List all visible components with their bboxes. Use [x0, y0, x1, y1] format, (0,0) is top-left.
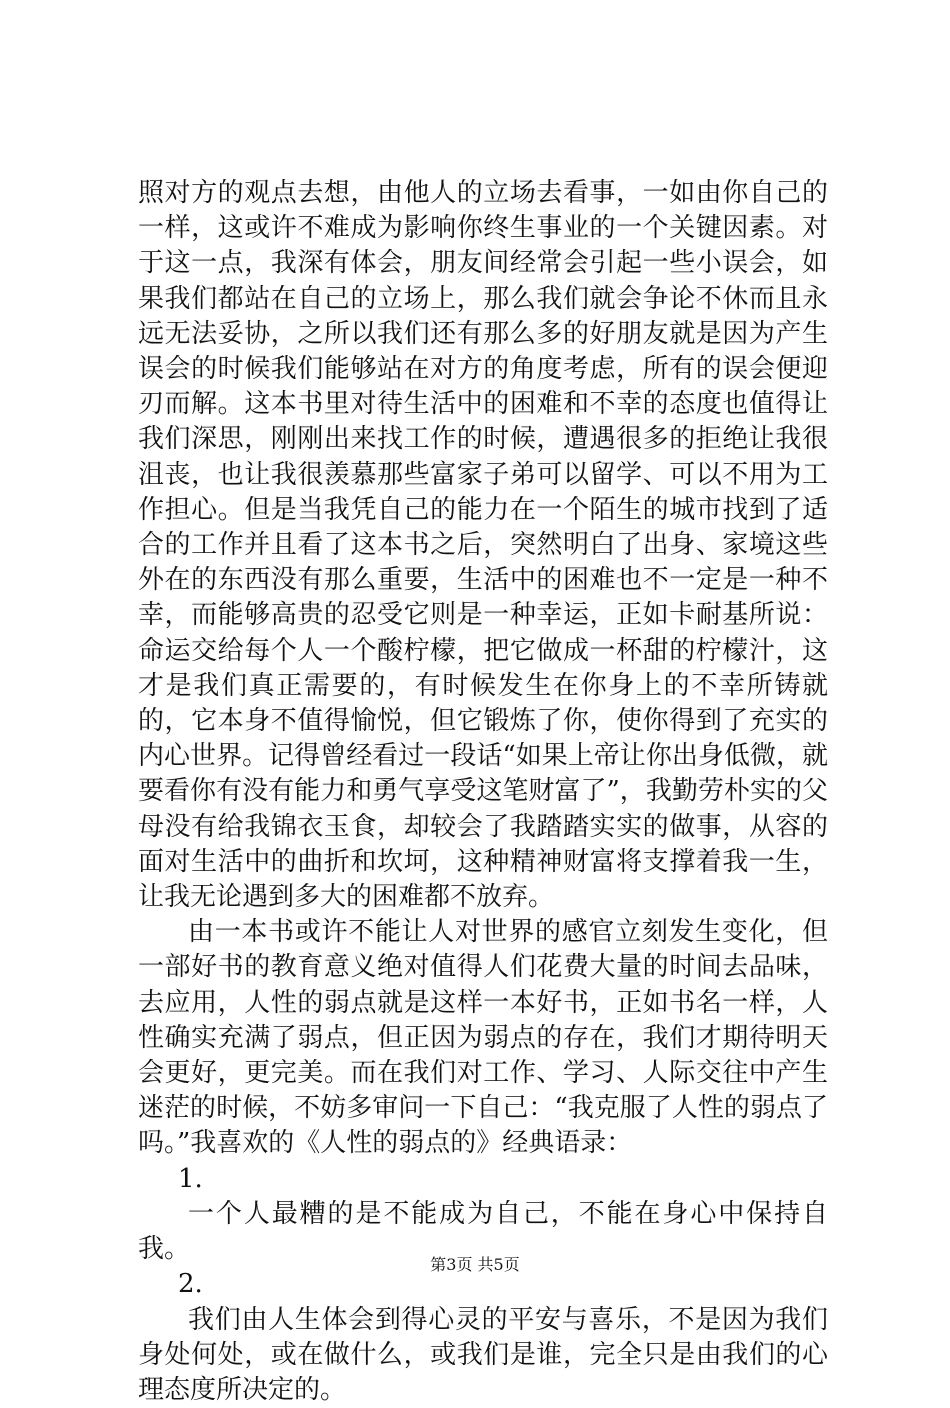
paragraph-2: 由一本书或许不能让人对世界的感官立刻发生变化，但一部好书的教育意义绝对值得人们花费大量的时间去品味，去应用，人性的弱点就是这样一本好书，正如书名一样，人性确实充满了弱点，但正因为弱点的存在，我们才期待明天会更好，更完美。而在我们对工作、学习、人际交往中产生迷茫的时候，不妨多审问一下自己：“我克服了人性的弱点了吗。”我喜欢的《人性的弱点的》经典语录： — [138, 915, 828, 1161]
quote-2-number: 2. — [138, 1267, 828, 1302]
quote-2-text: 我们由人生体会到得心灵的平安与喜乐，不是因为我们身处何处，或在做什么，或我们是谁，完全只是由我们的心理态度所决定的。 — [138, 1303, 828, 1408]
page-footer: 第3页 共5页 — [0, 1255, 950, 1275]
paragraph-1: 照对方的观点去想，由他人的立场去看事，一如由你自己的一样，这或许不难成为影响你终生事业的一个关键因素。对于这一点，我深有体会，朋友间经常会引起一些小误会，如果我们都站在自己的立场上，那么我们就会争论不休而且永远无法妥协，之所以我们还有那么多的好朋友就是因为产生误会的时候我们能够站在对方的角度考虑，所有的误会便迎刃而解。这本书里对待生活中的困难和不幸的态度也值得让我们深思，刚刚出来找工作的时候，遭遇很多的拒绝让我很沮丧，也让我很羡慕那些富家子弟可以留学、可以不用为工作担心。但是当我凭自己的能力在一个陌生的城市找到了适合的工作并且看了这本书之后，突然明白了出身、家境这些外在的东西没有那么重要，生活中的困难也不一定是一种不幸，而能够高贵的忍受它则是一种幸运，正如卡耐基所说：命运交给每个人一个酸柠檬，把它做成一杯甜的柠檬汁，这才是我们真正需要的，有时候发生在你身上的不幸所铸就的，它本身不值得愉悦，但它锻炼了你，使你得到了充实的内心世界。记得曾经看过一段话“如果上帝让你出身低微，就要看你有没有能力和勇气享受这笔财富了”，我勤劳朴实的父母没有给我锦衣玉食，却较会了我踏踏实实的做事，从容的面对生活中的曲折和坎坷，这种精神财富将支撑着我一生，让我无论遇到多大的困难都不放弃。 — [138, 176, 828, 915]
document-body — [138, 176, 828, 1408]
quote-1-text: 一个人最糟的是不能成为自己，不能在身心中保持自我。 — [138, 1197, 828, 1267]
quote-1-number: 1. — [138, 1162, 828, 1197]
